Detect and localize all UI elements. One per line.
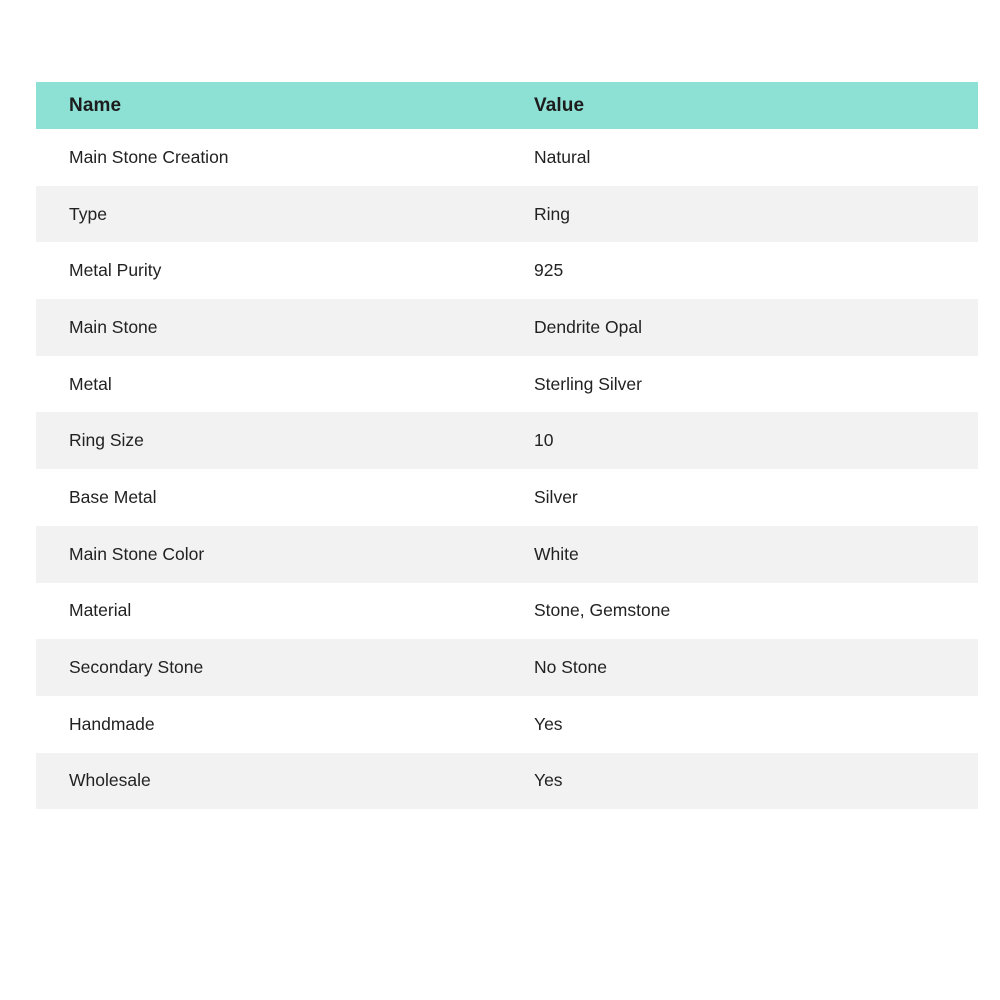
- table-row: [36, 469, 978, 526]
- table-row: [36, 526, 978, 583]
- cell-value: Yes: [512, 696, 978, 753]
- cell-value: Silver: [512, 469, 978, 526]
- cell-name: Metal: [36, 356, 512, 413]
- cell-name: Base Metal: [36, 469, 512, 526]
- table-header-row: [36, 82, 978, 129]
- cell-name: Secondary Stone: [36, 639, 512, 696]
- table-body: [36, 129, 978, 809]
- cell-name: Material: [36, 583, 512, 640]
- cell-value: 925: [512, 242, 978, 299]
- specification-table-container: [36, 82, 978, 809]
- cell-name: Type: [36, 186, 512, 243]
- cell-value: Dendrite Opal: [512, 299, 978, 356]
- table-row: [36, 186, 978, 243]
- table-row: [36, 639, 978, 696]
- table-row: [36, 129, 978, 186]
- table-header: [36, 82, 978, 129]
- table-row: [36, 242, 978, 299]
- column-header-value: Value: [512, 82, 978, 129]
- cell-name: Wholesale: [36, 753, 512, 810]
- cell-name: Main Stone Color: [36, 526, 512, 583]
- cell-name: Metal Purity: [36, 242, 512, 299]
- cell-name: Main Stone Creation: [36, 129, 512, 186]
- specification-table: [36, 82, 978, 809]
- column-header-name: Name: [36, 82, 512, 129]
- table-row: [36, 583, 978, 640]
- table-row: [36, 299, 978, 356]
- cell-value: White: [512, 526, 978, 583]
- cell-value: 10: [512, 412, 978, 469]
- table-row: [36, 356, 978, 413]
- cell-value: Stone, Gemstone: [512, 583, 978, 640]
- table-row: [36, 412, 978, 469]
- cell-value: Ring: [512, 186, 978, 243]
- cell-value: Sterling Silver: [512, 356, 978, 413]
- cell-name: Ring Size: [36, 412, 512, 469]
- cell-value: No Stone: [512, 639, 978, 696]
- cell-name: Main Stone: [36, 299, 512, 356]
- cell-name: Handmade: [36, 696, 512, 753]
- table-row: [36, 696, 978, 753]
- cell-value: Natural: [512, 129, 978, 186]
- table-row: [36, 753, 978, 810]
- cell-value: Yes: [512, 753, 978, 810]
